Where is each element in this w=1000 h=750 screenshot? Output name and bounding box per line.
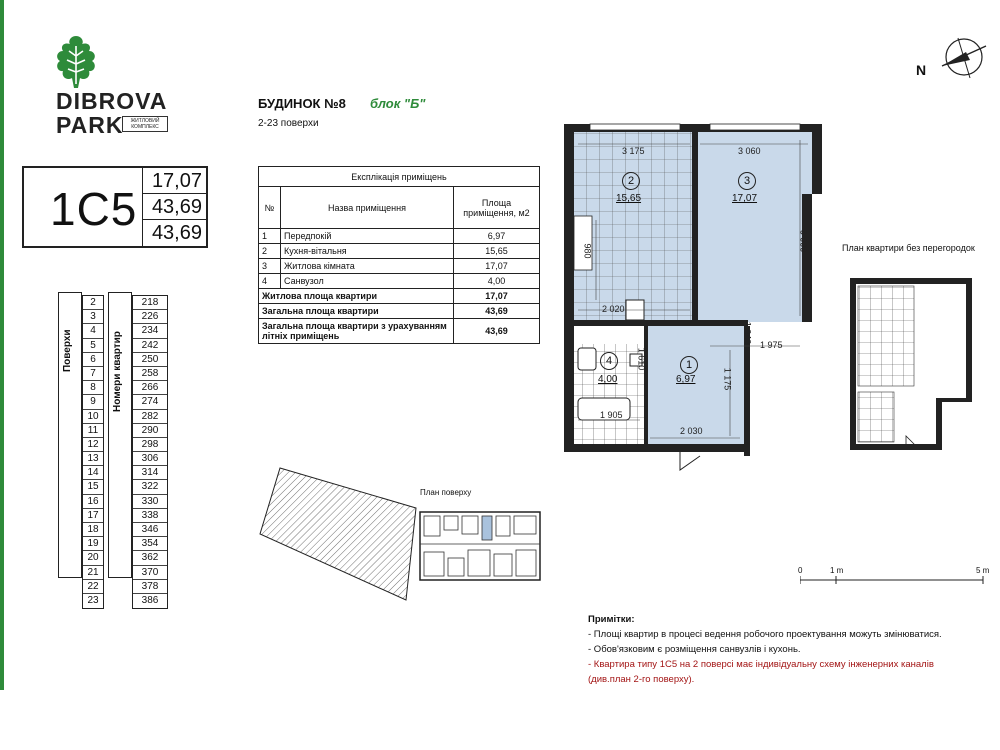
- floor-number: 18: [83, 523, 103, 537]
- floors-label-text: Поверхи: [62, 329, 73, 372]
- building-floors: 2-23 поверхи: [258, 118, 319, 129]
- apartment-number: 266: [133, 381, 167, 395]
- note-item-red: - Квартира типу 1С5 на 2 поверсі має індивідуальну схему інженерних каналів: [588, 659, 934, 670]
- apartment-number: 298: [133, 438, 167, 452]
- note-item: - Площі квартир в процесі ведення робочого проектування можуть змінюватися.: [588, 629, 942, 640]
- floor-number: 17: [83, 509, 103, 523]
- north-label: N: [916, 62, 927, 78]
- col-header-area: Площа приміщення, м2: [454, 187, 540, 229]
- scale-label-zero: 0: [798, 566, 803, 575]
- dimension-label: 980: [582, 243, 593, 259]
- outer-wall: [802, 194, 812, 322]
- total-name: Загальна площа квартири: [259, 304, 454, 319]
- floors-column-label: [60, 300, 76, 380]
- apartment-number: 226: [133, 310, 167, 324]
- apartment-type-code: 1C5: [50, 183, 138, 235]
- scale-bar: [800, 576, 985, 584]
- partition-wall: [692, 132, 698, 322]
- apartment-number: 346: [133, 523, 167, 537]
- explication-caption: Експлікація приміщень: [259, 167, 540, 187]
- floor-number: 5: [83, 339, 103, 353]
- apartment-areas: [142, 168, 206, 246]
- apartment-number: 282: [133, 410, 167, 424]
- room-number: 2: [622, 172, 640, 190]
- note-item: - Обов'язковим є розміщення санвузлів і кухонь.: [588, 644, 801, 655]
- apartment-numbers-column: [132, 295, 168, 609]
- apartment-type-box: [22, 166, 208, 248]
- floor-number: 4: [83, 324, 103, 338]
- notes-section: [588, 612, 942, 687]
- apartment-number: 314: [133, 466, 167, 480]
- dimension-label: 3 175: [622, 146, 645, 156]
- total-area-value: 43,69: [143, 194, 206, 220]
- room-area: 4,00: [598, 374, 618, 385]
- explication-table: [258, 166, 540, 344]
- table-row: [259, 229, 540, 244]
- total-name: Житлова площа квартири: [259, 289, 454, 304]
- dimension-label: 6 000: [798, 229, 809, 253]
- table-total-row: [259, 289, 540, 304]
- total-name: Загальна площа квартири з урахуванням літніх приміщень: [259, 319, 454, 344]
- logo-wordmark-line1: DIBROVA: [56, 88, 168, 114]
- floor-number: 22: [83, 580, 103, 594]
- apartment-number: 386: [141, 594, 159, 606]
- floor-number: 15: [83, 480, 103, 494]
- room-area: 17,07: [732, 193, 758, 204]
- note-item-red: (див.план 2-го поверху).: [588, 674, 695, 685]
- apartment-number: 218: [133, 296, 167, 310]
- row-no: 4: [259, 274, 281, 289]
- outer-wall: [564, 124, 574, 446]
- apartment-number: 378: [133, 580, 167, 594]
- logo-wordmark-line2: PARK: [56, 112, 124, 138]
- row-area: 17,07: [454, 259, 540, 274]
- apartment-number: 322: [133, 480, 167, 494]
- room-number: 1: [680, 356, 698, 374]
- oak-leaf-logo-icon: [52, 34, 100, 90]
- floor-number: 16: [83, 495, 103, 509]
- partition-wall: [644, 326, 648, 444]
- dimension-label: 1 975: [760, 340, 783, 350]
- total-area-with-summer-value: 43,69: [151, 222, 202, 244]
- dimension-label: 1 040: [742, 321, 753, 345]
- table-row: [259, 244, 540, 259]
- apartments-label-text: Номери квартир: [112, 331, 123, 412]
- toilet: [578, 348, 596, 370]
- floor-plan: [256, 462, 546, 602]
- dimension-label: 1 610: [636, 347, 647, 371]
- col-header-name: Назва приміщення: [281, 187, 454, 229]
- apartments-column-label: [110, 300, 126, 420]
- table-row: [259, 274, 540, 289]
- dimension-label: 1 905: [600, 410, 623, 420]
- room-area: 6,97: [676, 374, 696, 385]
- row-name: Санвузол: [281, 274, 454, 289]
- floor-number: 2: [83, 296, 103, 310]
- row-area: 4,00: [454, 274, 540, 289]
- room-bedroom: [698, 132, 812, 322]
- row-name: Житлова кімната: [281, 259, 454, 274]
- floor-number: 11: [83, 424, 103, 438]
- floor-number: 6: [83, 353, 103, 367]
- floor-number: 20: [83, 551, 103, 565]
- floor-number: 12: [83, 438, 103, 452]
- floor-number: 23: [87, 594, 99, 606]
- apartment-number: 338: [133, 509, 167, 523]
- apartment-number: 354: [133, 537, 167, 551]
- floor-number: 7: [83, 367, 103, 381]
- room-number: 3: [738, 172, 756, 190]
- plan-without-partitions: [848, 276, 974, 456]
- row-name: Передпокій: [281, 229, 454, 244]
- row-name: Кухня-вітальня: [281, 244, 454, 259]
- outer-wall: [744, 326, 750, 456]
- apartment-number: 250: [133, 353, 167, 367]
- floor-number: 13: [83, 452, 103, 466]
- room-area: 15,65: [616, 193, 642, 204]
- apartment-number: 370: [133, 566, 167, 580]
- outer-wall: [564, 444, 750, 452]
- plan-without-partitions-title: План квартири без перегородок: [842, 243, 975, 253]
- floor-number: 14: [83, 466, 103, 480]
- dimension-label: 1 175: [722, 367, 733, 391]
- table-row: [259, 259, 540, 274]
- apartment-number: 242: [133, 339, 167, 353]
- floor-numbers-column: [82, 295, 104, 609]
- apartment-plan: [560, 120, 830, 475]
- col-header-no: №: [259, 187, 281, 229]
- floor-plan-title: План поверху: [420, 488, 472, 497]
- floor-number: 9: [83, 395, 103, 409]
- building-title: БУДИНОК №8: [258, 96, 346, 111]
- living-area-value: 17,07: [143, 168, 206, 194]
- outer-wall: [812, 124, 822, 194]
- row-no: 2: [259, 244, 281, 259]
- apartment-number: 330: [133, 495, 167, 509]
- apartment-number: 274: [133, 395, 167, 409]
- floor-number: 19: [83, 537, 103, 551]
- floor-number: 21: [83, 566, 103, 580]
- dimension-label: 2 020: [602, 304, 625, 314]
- scale-label-five: 5 m: [976, 566, 990, 575]
- floor-number: 8: [83, 381, 103, 395]
- apartment-number: 362: [133, 551, 167, 565]
- floor-number: 10: [83, 410, 103, 424]
- total-area: 43,69: [454, 319, 540, 344]
- dimension-label: 2 030: [680, 426, 703, 436]
- brand-side-bar: [0, 0, 4, 690]
- apartment-number: 306: [133, 452, 167, 466]
- row-area: 15,65: [454, 244, 540, 259]
- row-area: 6,97: [454, 229, 540, 244]
- total-area: 43,69: [454, 304, 540, 319]
- row-no: 3: [259, 259, 281, 274]
- row-no: 1: [259, 229, 281, 244]
- apartment-number: 258: [133, 367, 167, 381]
- scale-label-one: 1 m: [830, 566, 844, 575]
- compass-icon: [936, 32, 992, 82]
- dimension-label: 3 060: [738, 146, 761, 156]
- floor-number: 3: [83, 310, 103, 324]
- logo-subtitle: ЖИТЛОВИЙ КОМПЛЕКС: [122, 116, 168, 132]
- window: [710, 124, 800, 130]
- notes-title: Примітки:: [588, 614, 635, 625]
- entry-door: [680, 452, 700, 470]
- room-number: 4: [600, 352, 618, 370]
- table-total-row: [259, 304, 540, 319]
- partition-wall: [574, 320, 748, 326]
- table-total-row: [259, 319, 540, 344]
- total-area: 17,07: [454, 289, 540, 304]
- apartment-number: 234: [133, 324, 167, 338]
- window: [590, 124, 680, 130]
- apartment-number: 290: [133, 424, 167, 438]
- building-block: блок "Б": [370, 96, 426, 111]
